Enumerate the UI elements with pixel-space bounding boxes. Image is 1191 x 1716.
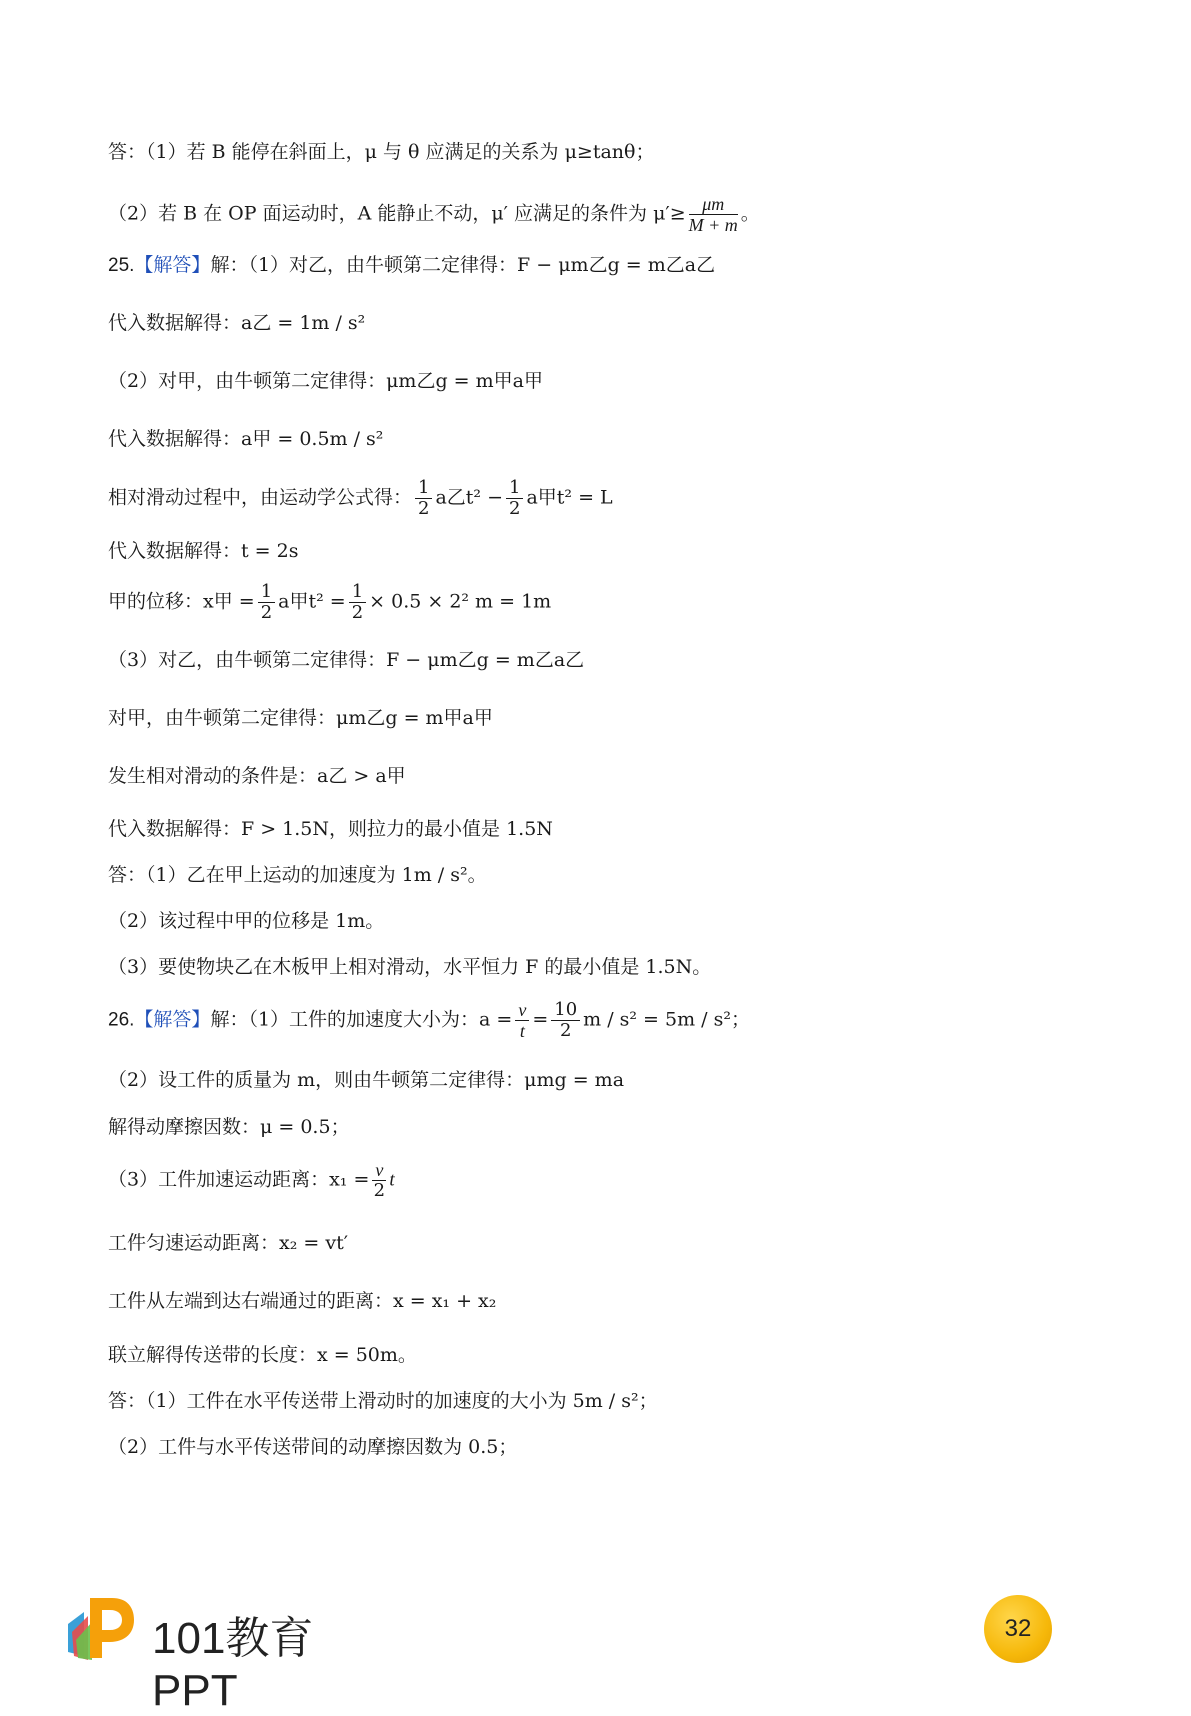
answer-26-line-1 [108,1386,658,1416]
solution-line [108,366,543,396]
answer-26-line-2 [108,1432,517,1462]
text: 联立解得传送带的长度：x = 50m。 [108,1344,417,1366]
solution-line [108,1065,624,1095]
fraction: $\frac{1}{2}$ [415,478,432,519]
text: 解：（1）对乙，由牛顿第二定律得：F − μm乙g = m乙a乙 [210,254,716,276]
solution-line-kinematics [108,478,613,519]
text: × 0.5 × 2² m = 1m [369,590,552,613]
solution-line [108,703,493,733]
text: = [532,1008,549,1031]
fraction: $\frac{10}{2}$ [551,1000,580,1041]
text: a乙t² − [435,486,504,509]
answer-tag: 【解答】 [134,1008,211,1031]
solution-line [108,761,406,791]
text: （3）工件加速运动距离：x₁ = [108,1168,370,1191]
solution-line [108,814,553,844]
fraction: $\frac{1}{2}$ [506,478,523,519]
answer-24-line-1 [108,137,654,167]
solution-line [108,1340,417,1370]
text: 相对滑动过程中，由运动学公式得： [108,486,413,509]
text: 工件匀速运动距离：x₂ = vt′ [108,1232,349,1254]
text: （2）该过程中甲的位移是 1m。 [108,910,385,932]
answer-25-line-3 [108,952,711,982]
brand-p-logo-icon [62,1594,142,1664]
solution-line [108,1228,348,1258]
text: 甲的位移：x甲 = [108,590,255,613]
solution-line-displacement [108,582,551,623]
text: （2）工件与水平传送带间的动摩擦因数为 0.5； [108,1436,518,1458]
page-number: 32 [1004,1615,1032,1642]
text: 答：（1）乙在甲上运动的加速度为 1m / s²。 [108,864,487,886]
solution-line [108,536,298,566]
solution-line [108,308,365,338]
page-number-badge [984,1595,1052,1663]
brand-logo [62,1594,362,1715]
answer-24-line-2 [108,194,760,235]
answer-25-line-1 [108,860,487,890]
text: （2）若 B 在 OP 面运动时，A 能静止不动，μ′ 应满足的条件为 μ′≥ [108,202,686,225]
fraction: $\frac{\mu m}{M + m}$ [688,194,738,235]
fraction: $\frac{v}{2}$ [373,1160,386,1201]
text: a甲t² = L [526,486,613,509]
fraction: $\frac{1}{2}$ [258,582,275,623]
fraction: $\frac{1}{2}$ [349,582,366,623]
text: a甲t² = [278,590,346,613]
text: 。 [740,202,760,225]
solution-line [108,424,383,454]
answer-tag: 【解答】 [134,254,211,276]
solution-line [108,1112,350,1142]
question-26-heading [108,1000,750,1041]
text: （2）设工件的质量为 m，则由牛顿第二定律得：μmg = ma [108,1069,625,1091]
solution-line [108,645,584,675]
fraction: $\frac{v}{t}$ [515,1000,529,1041]
text: 工件从左端到达右端通过的距离：x = x₁ + x₂ [108,1290,497,1312]
text: （3）要使物块乙在木板甲上相对滑动，水平恒力 F 的最小值是 1.5N。 [108,956,712,978]
text: 代入数据解得：a甲 = 0.5m / s² [108,428,384,450]
text: （3）对乙，由牛顿第二定律得：F − μm乙g = m乙a乙 [108,649,585,671]
question-number: 26. [108,1009,135,1031]
text: 对甲，由牛顿第二定律得：μm乙g = m甲a甲 [108,707,493,729]
text: 答：（1）若 B 能停在斜面上，μ 与 θ 应满足的关系为 μ≥tanθ； [108,141,655,163]
text: 解：（1）工件的加速度大小为：a = [210,1008,513,1031]
question-number: 25. [108,255,135,276]
text: 答：（1）工件在水平传送带上滑动时的加速度的大小为 5m / s²； [108,1390,658,1412]
text: 代入数据解得：a乙 = 1m / s² [108,312,366,334]
text: 代入数据解得：F > 1.5N，则拉力的最小值是 1.5N [108,818,553,840]
brand-name: 101教育PPT [152,1614,314,1715]
text: 发生相对滑动的条件是：a乙 > a甲 [108,765,406,787]
answer-25-line-2 [108,906,384,936]
text: t [389,1169,395,1191]
solution-line-distance [108,1160,395,1201]
text: 解得动摩擦因数：μ = 0.5； [108,1116,350,1138]
question-25-heading [108,250,715,281]
text: （2）对甲，由牛顿第二定律得：μm乙g = m甲a甲 [108,370,543,392]
solution-line [108,1286,496,1316]
text: m / s² = 5m / s²； [583,1008,750,1031]
text: 代入数据解得：t = 2s [108,540,299,562]
